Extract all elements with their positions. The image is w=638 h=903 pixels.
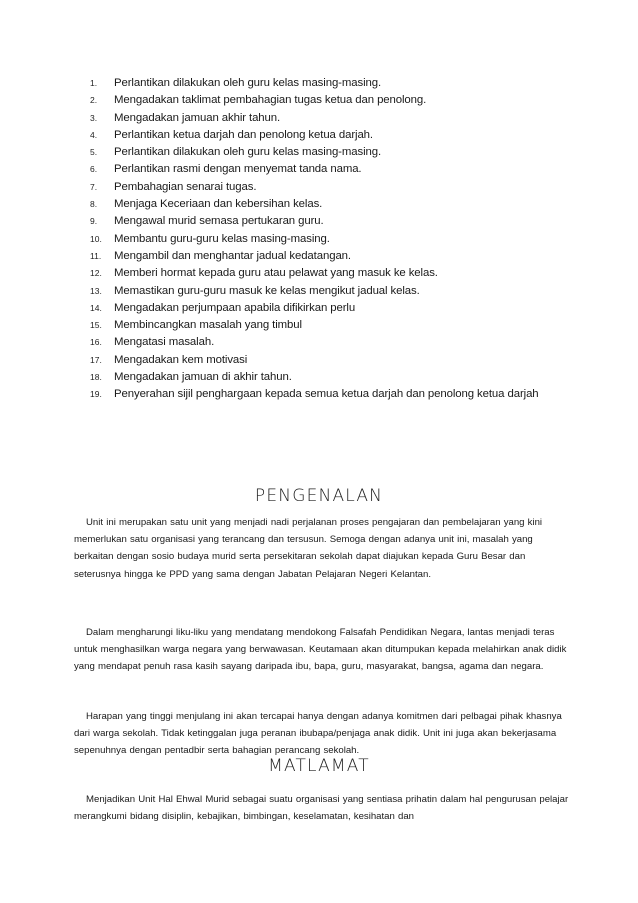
list-item — [90, 352, 560, 369]
list-item-text: Perlantikan ketua darjah dan penolong ketua darjah. — [114, 128, 373, 141]
list-item — [90, 75, 560, 92]
list-item-text: Pembahagian senarai tugas. — [114, 180, 257, 193]
list-item-text: Perlantikan dilakukan oleh guru kelas masing-masing. — [114, 77, 382, 89]
list-item — [90, 196, 560, 213]
list-item-number: 11. — [90, 250, 102, 261]
list-item-number: 19. — [90, 389, 102, 400]
list-item-number: 5. — [90, 147, 98, 158]
list-item — [90, 283, 560, 300]
section-heading-pengenalan: PENGENALAN — [254, 486, 384, 506]
list-item-number: 4. — [90, 129, 98, 140]
paragraph-matlamat-1: Menjadikan Unit Hal Ehwal Murid sebagai suatu organisasi yang sentiasa prihatin dalam hal pengurusan pelajar merangkumi bidang disiplin, kebajikan, bimbingan, keselamatan, kesihatan dan — [74, 794, 569, 823]
list-item-text: Mengadakan kem motivasi — [114, 353, 248, 366]
list-item — [90, 300, 560, 317]
list-item — [90, 110, 560, 127]
list-item-number: 3. — [90, 112, 98, 123]
list-item-number: 6. — [90, 164, 98, 175]
list-item-text: Memberi hormat kepada guru atau pelawat yang masuk ke kelas. — [114, 267, 438, 280]
list-item — [90, 161, 560, 178]
list-item-text: Menjaga Keceriaan dan kebersihan kelas. — [114, 198, 323, 211]
list-item — [90, 248, 560, 265]
list-item-text: Perlantikan rasmi dengan menyemat tanda nama. — [114, 163, 362, 176]
list-item-number: 10. — [90, 233, 102, 244]
list-item-number: 12. — [90, 268, 102, 279]
list-item-text: Mengambil dan menghantar jadual kedatangan. — [114, 249, 351, 262]
list-item — [90, 317, 560, 334]
list-item — [90, 369, 560, 386]
list-item-text: Perlantikan dilakukan oleh guru kelas masing-masing. — [114, 146, 382, 159]
list-item — [90, 213, 560, 230]
list-item — [90, 179, 560, 196]
list-item-text: Mengadakan perjumpaan apabila difikirkan perlu — [114, 301, 356, 314]
list-item-number: 13. — [90, 285, 102, 296]
list-item-text: Mengawal murid semasa pertukaran guru. — [114, 215, 324, 228]
list-item-text: Mengadakan taklimat pembahagian tugas ketua dan penolong. — [114, 94, 427, 107]
list-item — [90, 144, 560, 161]
list-item-text: Membincangkan masalah yang timbul — [114, 319, 302, 332]
list-item-text: Mengatasi masalah. — [114, 336, 215, 349]
section-heading-matlamat: MATLAMAT — [268, 756, 370, 776]
list-item-number: 15. — [90, 320, 102, 331]
list-item-number: 18. — [90, 372, 102, 383]
list-item-number: 17. — [90, 354, 102, 365]
list-item-text: Membantu guru-guru kelas masing-masing. — [114, 232, 330, 245]
list-item-number: 1. — [90, 78, 98, 88]
list-item-number: 16. — [90, 337, 102, 348]
list-item — [90, 265, 560, 282]
list-item-number: 2. — [90, 95, 98, 106]
paragraph-pengenalan-1: Unit ini merupakan satu unit yang menjadi nadi perjalanan proses pengajaran dan pembelajaran yang kini memerlukan satu organisasi yang terancang dan tersusun. Semoga dengan adanya unit ini, masalah yang berkaitan dengan sosio budaya murid serta persekitaran sekolah dapat diajukan kepada Guru Besar dan seterusnya hingga ke PPD yang sama dengan Jabatan Pelajaran Negeri Kelantan. — [74, 517, 543, 580]
list-item-number: 7. — [90, 181, 98, 192]
list-item — [90, 386, 560, 403]
list-item — [90, 231, 560, 248]
paragraph-pengenalan-3: Harapan yang tinggi menjulang ini akan tercapai hanya dengan adanya komitmen dari pelbagai pihak khasnya dari warga sekolah. Tidak ketinggalan juga peranan ibubapa/penjaga anak didik. Unit ini juga akan bekerjasama sepenuhnya dengan pentadbir serta bahagian perancang sekolah. — [74, 711, 562, 757]
task-list — [90, 75, 560, 404]
list-item — [90, 92, 560, 109]
list-item — [90, 127, 560, 144]
list-item — [90, 334, 560, 351]
list-item-number: 9. — [90, 216, 98, 227]
list-item-text: Memastikan guru-guru masuk ke kelas mengikut jadual kelas. — [114, 284, 420, 297]
paragraph-pengenalan-2: Dalam mengharungi liku-liku yang mendatang mendokong Falsafah Pendidikan Negara, lantas menjadi teras untuk menghasilkan warga negara yang berwawasan. Keutamaan akan ditumpukan kepada melahirkan anak didik yang mendapat penuh rasa kasih sayang daripada ibu, bapa, guru, masyarakat, bangsa, agama dan negara. — [74, 627, 567, 673]
list-item-text: Mengadakan jamuan akhir tahun. — [114, 111, 281, 124]
list-item-text: Mengadakan jamuan di akhir tahun. — [114, 371, 292, 384]
list-item-number: 14. — [90, 302, 102, 313]
list-item-text: Penyerahan sijil penghargaan kepada semua ketua darjah dan penolong ketua darjah — [114, 388, 539, 401]
list-item-number: 8. — [90, 199, 98, 210]
